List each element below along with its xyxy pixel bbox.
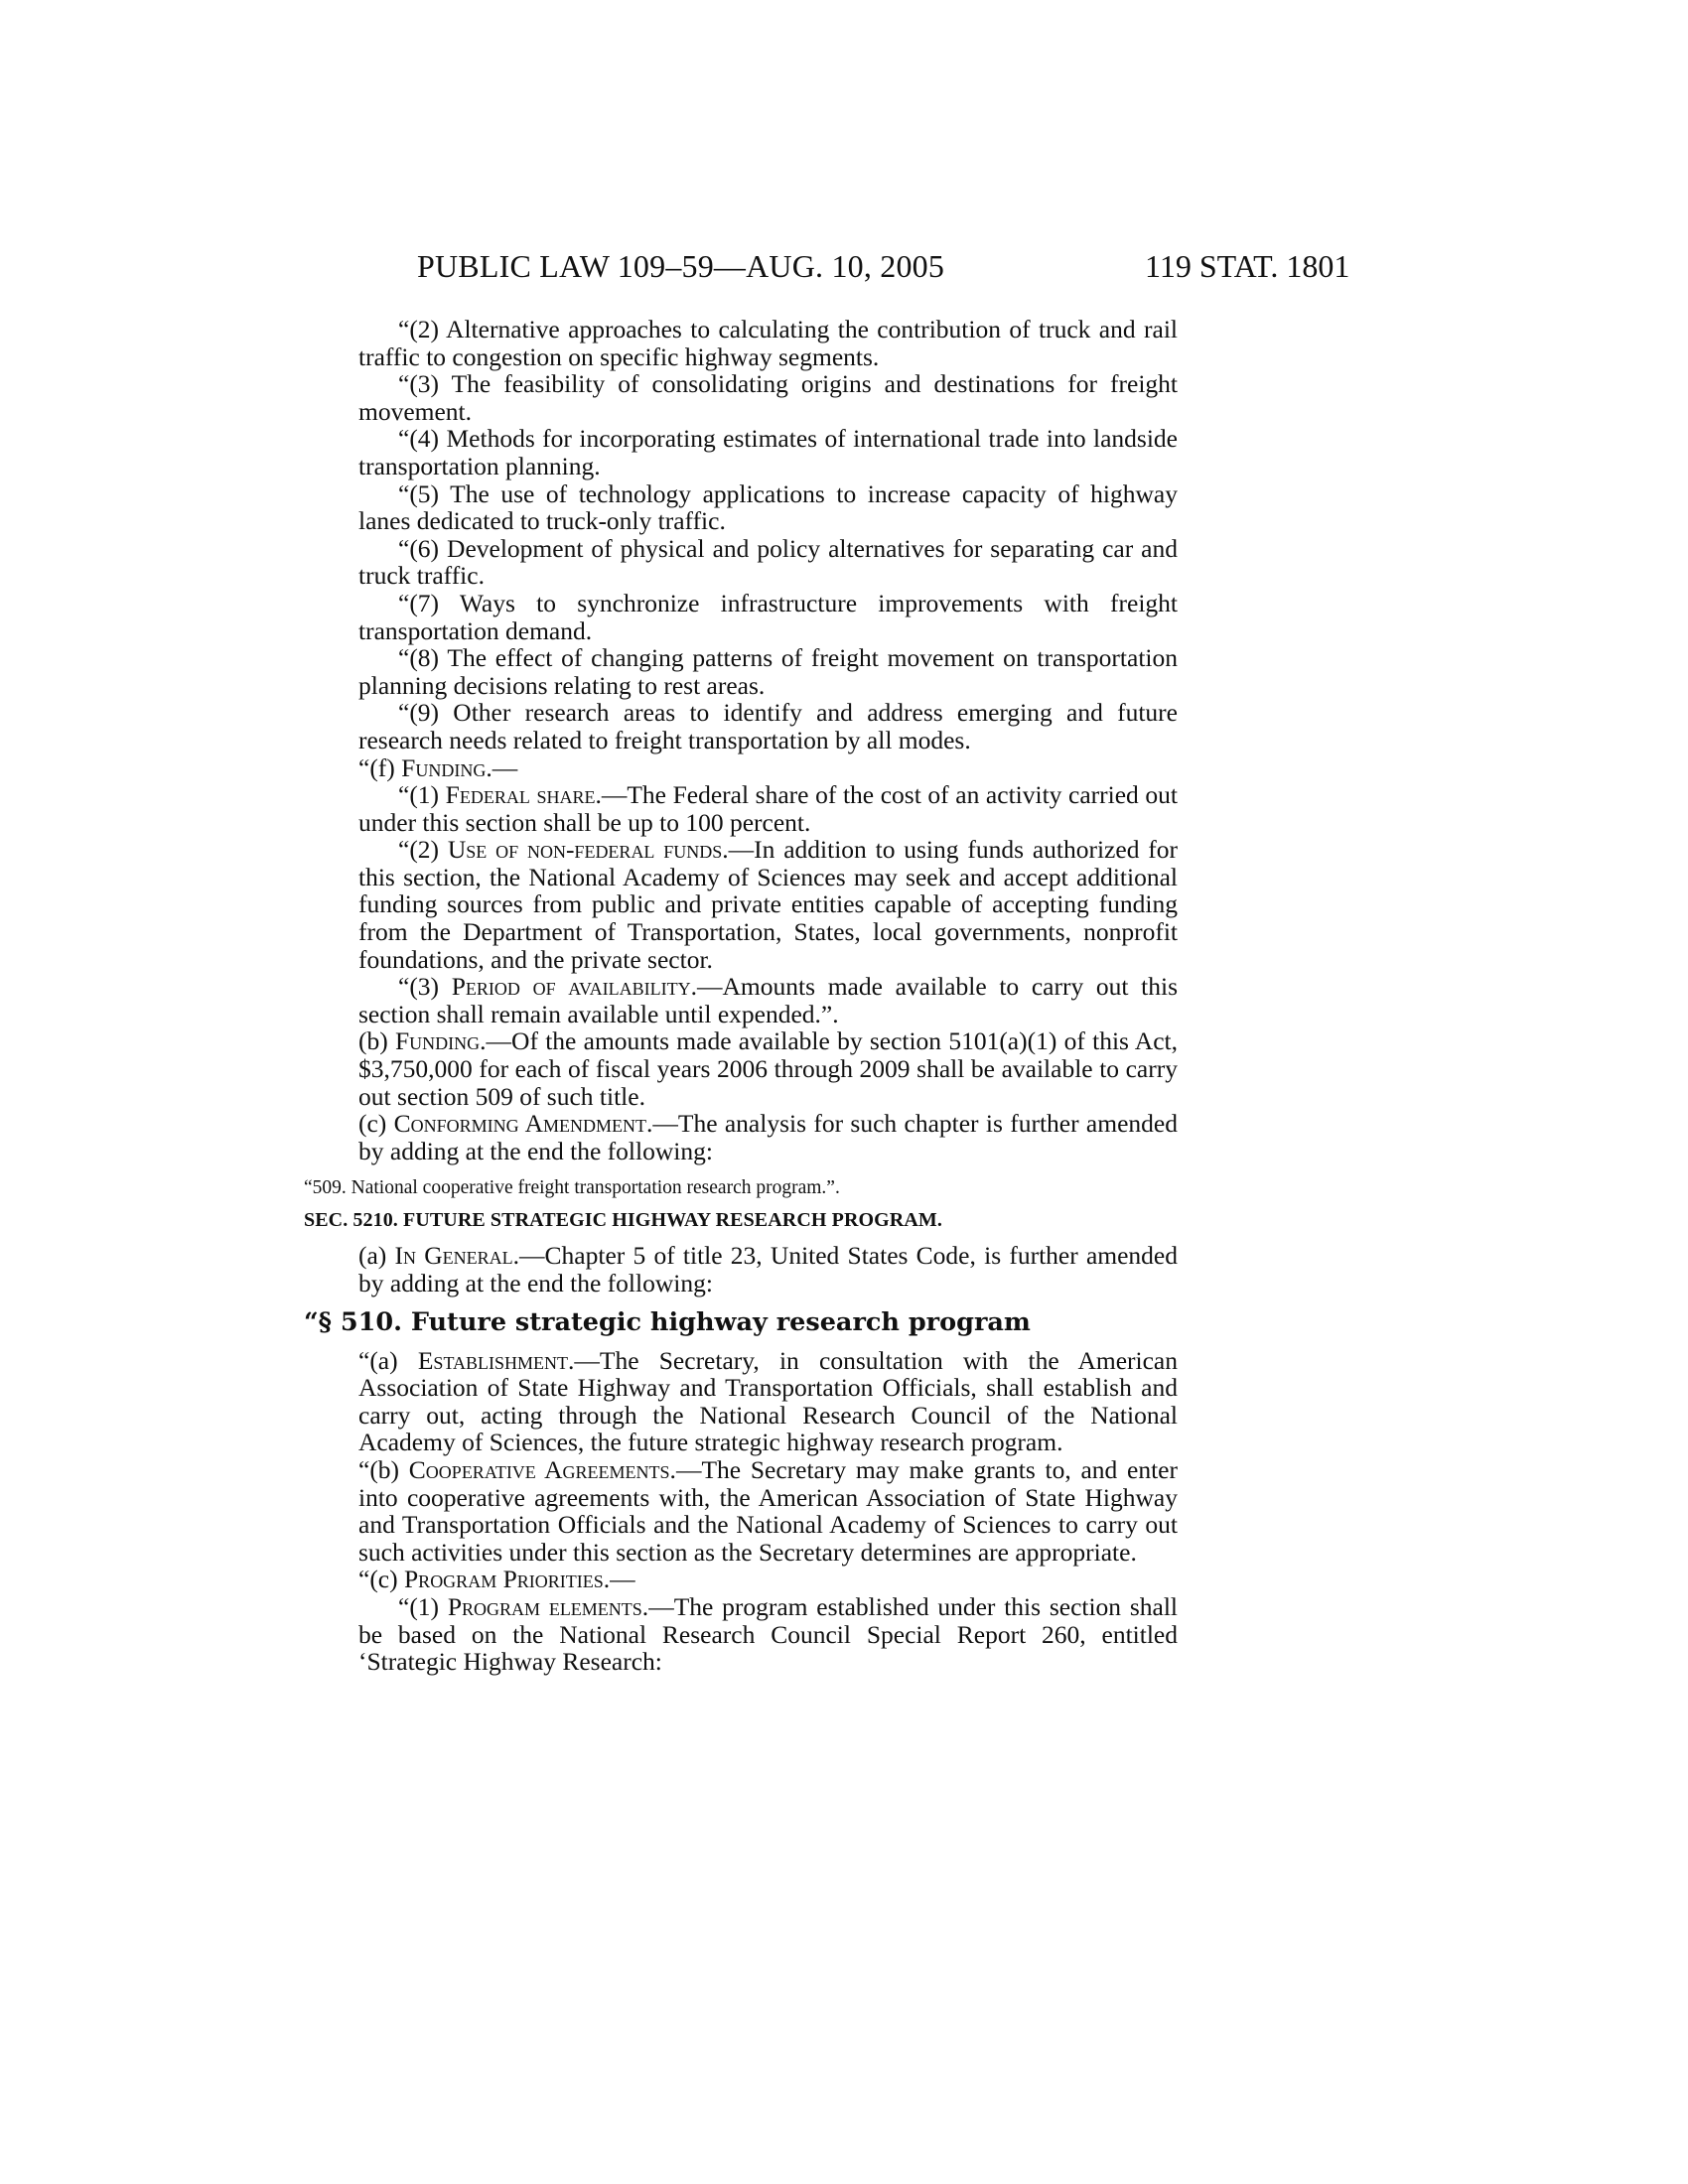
section-b-text: —Of the amounts made available by section 5101(a)(1) of this Act, $3,750,000 for each of fiscal years 2006 through 2009 shall be available to carry out section 509 of such title. (358, 1026, 1178, 1111)
section-b-funding-paragraph (358, 1027, 1178, 1110)
funding-heading (358, 754, 1178, 782)
program-priorities-suffix: — (610, 1565, 635, 1594)
paragraph-5: “(5) The use of technology applications to increase capacity of highway lanes dedicated to truck-only traffic. (358, 478, 1178, 536)
cooperative-agreements-paragraph (358, 1456, 1178, 1566)
non-federal-funds-label: Use of non-federal funds. (447, 835, 729, 865)
funding-label: Funding. (401, 752, 492, 782)
establishment-label: Establishment. (417, 1345, 575, 1375)
section-5210-a-label: In General. (394, 1241, 520, 1271)
section-c-label: Conforming Amendment. (393, 1109, 653, 1139)
section-c-conforming-paragraph (358, 1110, 1178, 1164)
cooperative-agreements-label: Cooperative Agreements. (408, 1454, 676, 1484)
establishment-prefix: “(a) (358, 1345, 418, 1375)
period-of-availability-prefix: “(3) (398, 972, 452, 1002)
establishment-text: —The Secretary, in consultation with the American Association of State Highway and Transportation Officials, shall establish and carry out, acting through the National Research Council of the National Academy of Sciences, the future strategic highway research program. (358, 1345, 1178, 1457)
federal-share-prefix: “(1) (398, 780, 446, 810)
header-title: PUBLIC LAW 109–59—AUG. 10, 2005 (417, 248, 945, 284)
section-c-text: —The analysis for such chapter is further amended by adding at the end the following: (358, 1109, 1178, 1165)
cooperative-agreements-prefix: “(b) (358, 1454, 409, 1484)
program-priorities-heading (358, 1566, 1178, 1593)
section-c-prefix: (c) (358, 1109, 394, 1139)
paragraph-3: “(3) The feasibility of consolidating origins and destinations for freight movement. (358, 369, 1178, 426)
paragraph-6: “(6) Development of physical and policy alternatives for separating car and truck traffic. (358, 533, 1178, 591)
program-elements-text: —The program established under this section shall be based on the National Research Council Special Report 260, entitled ‘Strategic Highway Research: (358, 1591, 1178, 1677)
paragraph-2: “(2) Alternative approaches to calculating the contribution of truck and rail traffic to congestion on specific highway segments. (358, 315, 1178, 371)
body-text (304, 315, 1179, 1677)
federal-share-paragraph (358, 781, 1178, 836)
federal-share-text: —The Federal share of the cost of an activity carried out under this section shall be up to 100 percent. (358, 780, 1178, 837)
program-elements-label: Program elements. (447, 1591, 649, 1621)
non-federal-funds-paragraph (358, 836, 1178, 973)
section-5210-heading: SEC. 5210. FUTURE STRATEGIC HIGHWAY RESEARCH PROGRAM. (304, 1209, 942, 1232)
non-federal-funds-prefix: “(2) (398, 835, 448, 865)
funding-prefix: “(f) (358, 752, 402, 782)
period-of-availability-text: —Amounts made available to carry out this section shall remain available until expended.”. (358, 972, 1179, 1028)
table-of-contents-entry: “509. National cooperative freight transportation research program.”. (304, 1177, 840, 1199)
program-priorities-prefix: “(c) (358, 1565, 404, 1594)
section-5210-a-paragraph (358, 1242, 1178, 1297)
program-elements-prefix: “(1) (398, 1591, 448, 1621)
section-510-heading: “§ 510. Future strategic highway research program (304, 1306, 1031, 1337)
paragraph-9: “(9) Other research areas to identify and address emerging and future research needs related to freight transportation by all modes. (358, 698, 1178, 754)
section-5210-a-prefix: (a) (358, 1241, 395, 1271)
paragraph-4: “(4) Methods for incorporating estimates of international trade into landside transportation planning. (358, 424, 1178, 480)
running-header (0, 248, 1688, 288)
header-stat-page: 119 STAT. 1801 (1145, 248, 1350, 284)
federal-share-label: Federal share. (445, 780, 602, 810)
period-of-availability-label: Period of availability. (451, 972, 698, 1002)
paragraph-7: “(7) Ways to synchronize infrastructure improvements with freight transportation demand. (358, 588, 1178, 645)
program-elements-paragraph (358, 1593, 1178, 1676)
establishment-paragraph (358, 1347, 1178, 1456)
section-b-prefix: (b) (358, 1026, 395, 1056)
program-priorities-label: Program Priorities. (404, 1565, 611, 1594)
period-of-availability-paragraph (358, 973, 1178, 1027)
funding-suffix: — (492, 752, 518, 782)
cooperative-agreements-text: —The Secretary may make grants to, and enter into cooperative agreements with, the American Association of State Highway and Transportation Officials and the National Academy of Sciences to carry out such activities under this section as the Secretary determines are appropriate. (358, 1454, 1178, 1567)
section-5210-a-text: —Chapter 5 of title 23, United States Code, is further amended by adding at the end the following: (358, 1241, 1178, 1297)
paragraph-8: “(8) The effect of changing patterns of freight movement on transportation planning decisions relating to rest areas. (358, 643, 1178, 700)
section-b-label: Funding. (395, 1026, 487, 1056)
non-federal-funds-text: —In addition to using funds authorized for this section, the National Academy of Sciences may seek and accept additional funding sources from public and private entities capable of accepting funding from the Department of Transportation, States, local governments, nonprofit foundations, and the private sector. (358, 835, 1178, 974)
